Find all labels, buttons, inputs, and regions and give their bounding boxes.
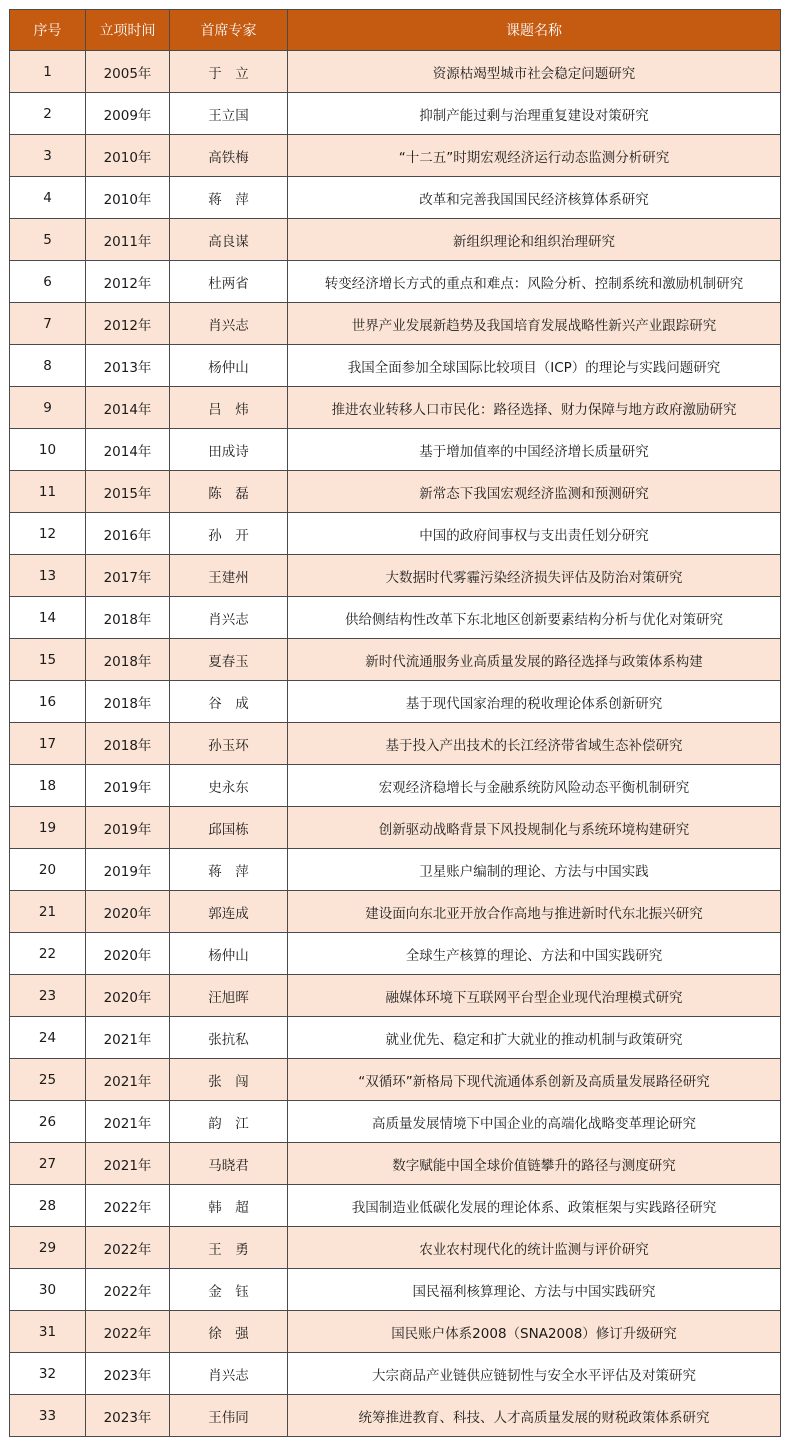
cell-number: 5: [10, 219, 86, 261]
header-row: [10, 10, 781, 51]
cell-number: 8: [10, 345, 86, 387]
cell-topic: 高质量发展情境下中国企业的高端化战略变革理论研究: [288, 1101, 781, 1143]
cell-topic: 基于现代国家治理的税收理论体系创新研究: [288, 681, 781, 723]
cell-topic: 新时代流通服务业高质量发展的路径选择与政策体系构建: [288, 639, 781, 681]
cell-expert: 吕 炜: [170, 387, 288, 429]
cell-topic: 供给侧结构性改革下东北地区创新要素结构分析与优化对策研究: [288, 597, 781, 639]
table-row: [10, 1017, 781, 1059]
cell-topic: 数字赋能中国全球价值链攀升的路径与测度研究: [288, 1143, 781, 1185]
cell-expert: 蒋 萍: [170, 177, 288, 219]
cell-year: 2012年: [86, 303, 170, 345]
cell-topic: “十二五”时期宏观经济运行动态监测分析研究: [288, 135, 781, 177]
header-number: 序号: [10, 10, 86, 51]
table-row: [10, 1353, 781, 1395]
cell-topic: 卫星账户编制的理论、方法与中国实践: [288, 849, 781, 891]
cell-number: 17: [10, 723, 86, 765]
cell-year: 2018年: [86, 597, 170, 639]
cell-expert: 孙玉环: [170, 723, 288, 765]
cell-expert: 杨仲山: [170, 345, 288, 387]
cell-number: 1: [10, 51, 86, 93]
cell-topic: 创新驱动战略背景下风投规制化与系统环境构建研究: [288, 807, 781, 849]
table-row: [10, 1143, 781, 1185]
cell-expert: 蒋 萍: [170, 849, 288, 891]
cell-number: 12: [10, 513, 86, 555]
table-row: [10, 1395, 781, 1437]
table-row: [10, 1059, 781, 1101]
cell-number: 14: [10, 597, 86, 639]
cell-number: 30: [10, 1269, 86, 1311]
cell-number: 3: [10, 135, 86, 177]
cell-expert: 于 立: [170, 51, 288, 93]
table-row: [10, 1185, 781, 1227]
cell-topic: 全球生产核算的理论、方法和中国实践研究: [288, 933, 781, 975]
table-row: [10, 1269, 781, 1311]
cell-year: 2019年: [86, 849, 170, 891]
cell-expert: 张 闯: [170, 1059, 288, 1101]
cell-year: 2016年: [86, 513, 170, 555]
cell-year: 2018年: [86, 723, 170, 765]
cell-topic: 改革和完善我国国民经济核算体系研究: [288, 177, 781, 219]
table-row: [10, 51, 781, 93]
cell-year: 2009年: [86, 93, 170, 135]
table-row: [10, 177, 781, 219]
cell-year: 2005年: [86, 51, 170, 93]
cell-topic: 大数据时代雾霾污染经济损失评估及防治对策研究: [288, 555, 781, 597]
table-row: [10, 303, 781, 345]
cell-expert: 韵 江: [170, 1101, 288, 1143]
table-row: [10, 597, 781, 639]
cell-number: 20: [10, 849, 86, 891]
table-row: [10, 723, 781, 765]
cell-number: 4: [10, 177, 86, 219]
cell-number: 19: [10, 807, 86, 849]
table-row: [10, 891, 781, 933]
cell-expert: 谷 成: [170, 681, 288, 723]
project-table-container: [9, 9, 780, 1437]
cell-topic: 融媒体环境下互联网平台型企业现代治理模式研究: [288, 975, 781, 1017]
cell-expert: 王建州: [170, 555, 288, 597]
cell-topic: 新常态下我国宏观经济监测和预测研究: [288, 471, 781, 513]
cell-year: 2011年: [86, 219, 170, 261]
cell-topic: 转变经济增长方式的重点和难点：风险分析、控制系统和激励机制研究: [288, 261, 781, 303]
cell-number: 15: [10, 639, 86, 681]
cell-year: 2018年: [86, 681, 170, 723]
cell-expert: 孙 开: [170, 513, 288, 555]
cell-number: 7: [10, 303, 86, 345]
cell-topic: 推进农业转移人口市民化：路径选择、财力保障与地方政府激励研究: [288, 387, 781, 429]
cell-year: 2023年: [86, 1353, 170, 1395]
table-row: [10, 513, 781, 555]
cell-expert: 陈 磊: [170, 471, 288, 513]
cell-expert: 肖兴志: [170, 303, 288, 345]
header-expert: 首席专家: [170, 10, 288, 51]
cell-number: 22: [10, 933, 86, 975]
cell-year: 2010年: [86, 177, 170, 219]
table-row: [10, 765, 781, 807]
cell-expert: 肖兴志: [170, 1353, 288, 1395]
cell-number: 28: [10, 1185, 86, 1227]
table-row: [10, 93, 781, 135]
cell-expert: 金 钰: [170, 1269, 288, 1311]
cell-year: 2022年: [86, 1227, 170, 1269]
cell-topic: 统筹推进教育、科技、人才高质量发展的财税政策体系研究: [288, 1395, 781, 1437]
cell-year: 2021年: [86, 1143, 170, 1185]
cell-number: 25: [10, 1059, 86, 1101]
table-row: [10, 387, 781, 429]
cell-year: 2020年: [86, 891, 170, 933]
cell-expert: 张抗私: [170, 1017, 288, 1059]
cell-topic: 新组织理论和组织治理研究: [288, 219, 781, 261]
cell-topic: 国民福利核算理论、方法与中国实践研究: [288, 1269, 781, 1311]
cell-year: 2019年: [86, 807, 170, 849]
cell-year: 2021年: [86, 1101, 170, 1143]
cell-year: 2022年: [86, 1269, 170, 1311]
cell-year: 2022年: [86, 1311, 170, 1353]
cell-number: 24: [10, 1017, 86, 1059]
table-row: [10, 681, 781, 723]
table-header: [10, 10, 781, 51]
cell-topic: 就业优先、稳定和扩大就业的推动机制与政策研究: [288, 1017, 781, 1059]
cell-number: 27: [10, 1143, 86, 1185]
table-body: [10, 51, 781, 1437]
table-row: [10, 261, 781, 303]
cell-topic: 农业农村现代化的统计监测与评价研究: [288, 1227, 781, 1269]
cell-expert: 徐 强: [170, 1311, 288, 1353]
table-row: [10, 429, 781, 471]
cell-topic: 世界产业发展新趋势及我国培育发展战略性新兴产业跟踪研究: [288, 303, 781, 345]
cell-year: 2019年: [86, 765, 170, 807]
cell-expert: 马晓君: [170, 1143, 288, 1185]
table-row: [10, 471, 781, 513]
cell-year: 2013年: [86, 345, 170, 387]
cell-year: 2023年: [86, 1395, 170, 1437]
cell-number: 32: [10, 1353, 86, 1395]
cell-number: 21: [10, 891, 86, 933]
table-row: [10, 933, 781, 975]
cell-expert: 杜两省: [170, 261, 288, 303]
cell-year: 2012年: [86, 261, 170, 303]
cell-number: 33: [10, 1395, 86, 1437]
cell-number: 11: [10, 471, 86, 513]
cell-topic: 我国制造业低碳化发展的理论体系、政策框架与实践路径研究: [288, 1185, 781, 1227]
cell-topic: 国民账户体系2008（SNA2008）修订升级研究: [288, 1311, 781, 1353]
cell-topic: 大宗商品产业链供应链韧性与安全水平评估及对策研究: [288, 1353, 781, 1395]
table-row: [10, 135, 781, 177]
cell-topic: 抑制产能过剩与治理重复建设对策研究: [288, 93, 781, 135]
cell-expert: 韩 超: [170, 1185, 288, 1227]
table-row: [10, 219, 781, 261]
cell-year: 2014年: [86, 387, 170, 429]
cell-number: 9: [10, 387, 86, 429]
cell-number: 10: [10, 429, 86, 471]
cell-topic: “双循环”新格局下现代流通体系创新及高质量发展路径研究: [288, 1059, 781, 1101]
table-row: [10, 1227, 781, 1269]
cell-expert: 汪旭晖: [170, 975, 288, 1017]
cell-year: 2018年: [86, 639, 170, 681]
cell-number: 23: [10, 975, 86, 1017]
table-row: [10, 639, 781, 681]
cell-topic: 基于增加值率的中国经济增长质量研究: [288, 429, 781, 471]
cell-year: 2020年: [86, 975, 170, 1017]
table-row: [10, 555, 781, 597]
header-topic: 课题名称: [288, 10, 781, 51]
cell-expert: 史永东: [170, 765, 288, 807]
cell-expert: 夏春玉: [170, 639, 288, 681]
cell-year: 2015年: [86, 471, 170, 513]
cell-topic: 我国全面参加全球国际比较项目（ICP）的理论与实践问题研究: [288, 345, 781, 387]
cell-expert: 王立国: [170, 93, 288, 135]
cell-number: 31: [10, 1311, 86, 1353]
table-row: [10, 807, 781, 849]
cell-number: 26: [10, 1101, 86, 1143]
cell-topic: 基于投入产出技术的长江经济带省域生态补偿研究: [288, 723, 781, 765]
table-row: [10, 1311, 781, 1353]
cell-number: 2: [10, 93, 86, 135]
cell-year: 2010年: [86, 135, 170, 177]
table-row: [10, 1101, 781, 1143]
cell-year: 2014年: [86, 429, 170, 471]
cell-expert: 高铁梅: [170, 135, 288, 177]
table-row: [10, 975, 781, 1017]
cell-topic: 资源枯竭型城市社会稳定问题研究: [288, 51, 781, 93]
table-row: [10, 345, 781, 387]
table-row: [10, 849, 781, 891]
cell-expert: 高良谋: [170, 219, 288, 261]
cell-expert: 肖兴志: [170, 597, 288, 639]
cell-year: 2020年: [86, 933, 170, 975]
header-year: 立项时间: [86, 10, 170, 51]
cell-expert: 王 勇: [170, 1227, 288, 1269]
cell-expert: 田成诗: [170, 429, 288, 471]
cell-year: 2021年: [86, 1059, 170, 1101]
cell-number: 13: [10, 555, 86, 597]
project-table: [9, 9, 781, 1437]
cell-topic: 中国的政府间事权与支出责任划分研究: [288, 513, 781, 555]
cell-year: 2021年: [86, 1017, 170, 1059]
cell-topic: 宏观经济稳增长与金融系统防风险动态平衡机制研究: [288, 765, 781, 807]
cell-year: 2022年: [86, 1185, 170, 1227]
cell-number: 16: [10, 681, 86, 723]
cell-expert: 杨仲山: [170, 933, 288, 975]
cell-expert: 王伟同: [170, 1395, 288, 1437]
cell-topic: 建设面向东北亚开放合作高地与推进新时代东北振兴研究: [288, 891, 781, 933]
cell-number: 6: [10, 261, 86, 303]
cell-number: 29: [10, 1227, 86, 1269]
cell-year: 2017年: [86, 555, 170, 597]
cell-number: 18: [10, 765, 86, 807]
cell-expert: 邱国栋: [170, 807, 288, 849]
cell-expert: 郭连成: [170, 891, 288, 933]
